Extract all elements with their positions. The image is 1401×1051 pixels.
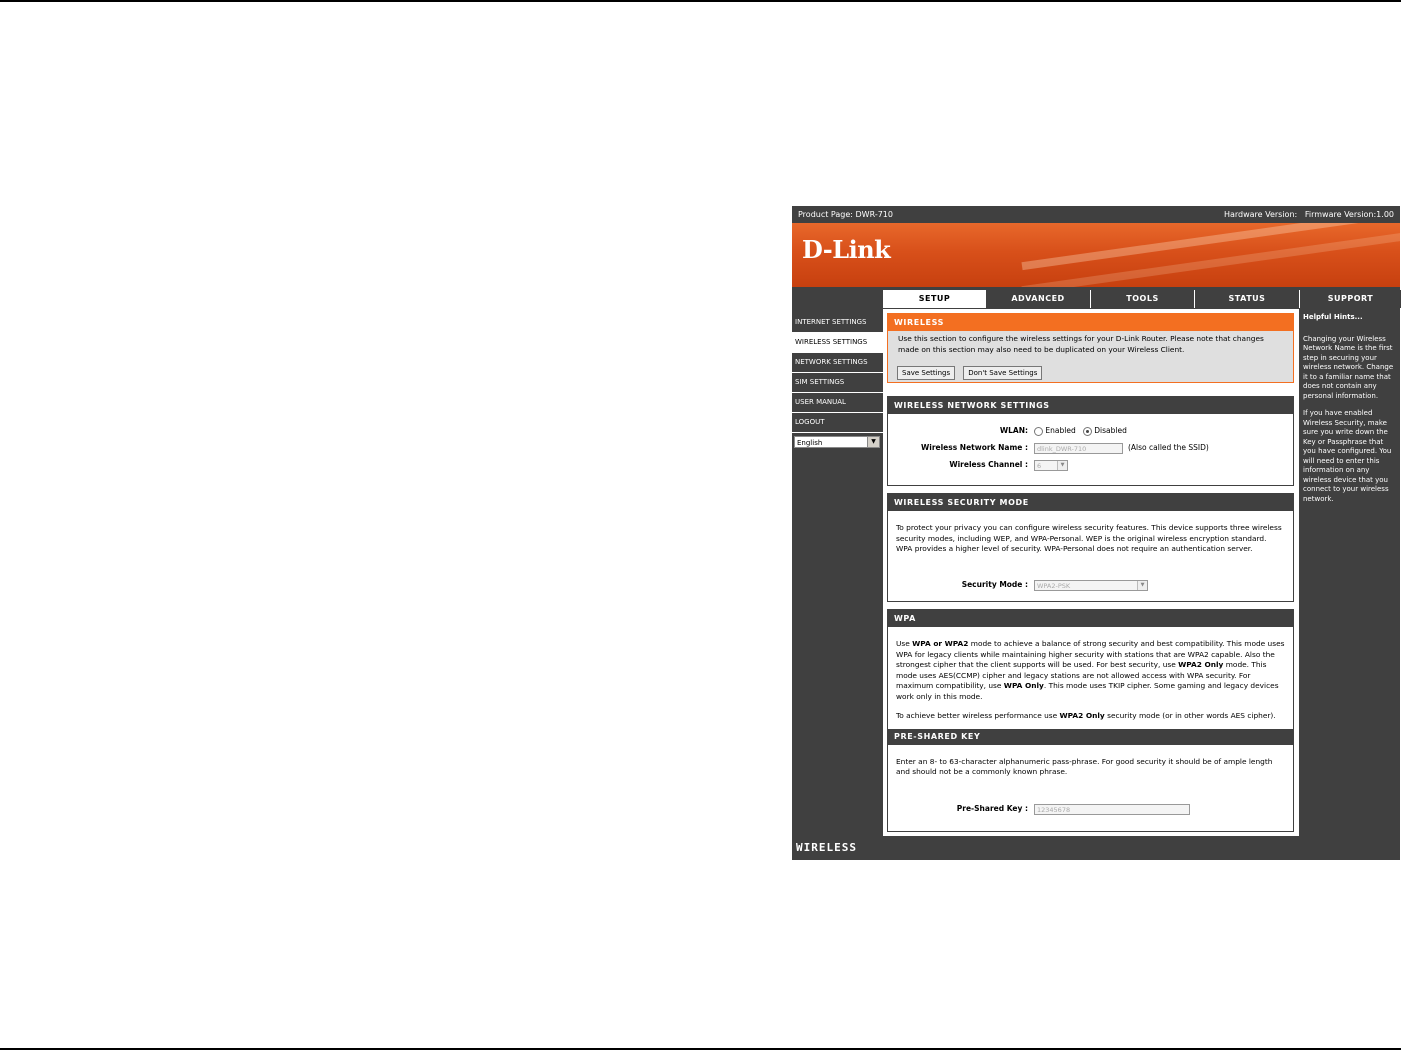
security-description: To protect your privacy you can configure wireless security features. This device supports three wireless security modes, including WEP, and WPA-Personal. WEP is the original wireless encryption standard. WPA provides a higher level of security. WPA-Personal does not require an authentication server. <box>896 523 1282 553</box>
hardware-version: Hardware Version: <box>1223 210 1298 219</box>
footer-wireless-label: WIRELESS <box>792 836 1400 860</box>
wireless-channel-label: Wireless Channel : <box>949 460 1028 469</box>
network-name-label: Wireless Network Name : <box>920 443 1028 452</box>
hints-paragraph-2: If you have enabled Wireless Security, make sure you write down the Key or Passphrase that you have configured. You will need to enter this information on any wireless device that you connect to your wireless network. <box>1303 409 1392 503</box>
tab-advanced[interactable]: ADVANCED <box>985 290 1090 308</box>
tab-support[interactable]: SUPPORT <box>1299 290 1401 308</box>
security-mode-select[interactable] <box>1034 580 1148 591</box>
psk-input[interactable]: 12345678 <box>1034 804 1190 815</box>
tab-setup[interactable]: SETUP <box>883 290 985 308</box>
ssid-note: (Also called the SSID) <box>1128 443 1209 452</box>
helpful-hints-panel <box>1299 309 1400 836</box>
wireless-title: WIRELESS <box>888 314 1293 331</box>
main-tabs <box>792 289 1400 309</box>
psk-description: Enter an 8- to 63-character alphanumeric pass-phrase. For good security it should be of ample length and should not be a commonly known phrase. <box>896 756 1273 776</box>
hints-title: Helpful Hints... <box>1303 313 1363 321</box>
sidebar-item-sim-settings[interactable]: SIM SETTINGS <box>792 373 883 393</box>
language-value: English <box>797 439 823 447</box>
chevron-down-icon[interactable]: ▼ <box>867 437 879 447</box>
version-info <box>1224 206 1394 223</box>
firmware-version: Firmware Version:1.00 <box>1304 210 1394 219</box>
security-mode-title: WIRELESS SECURITY MODE <box>888 494 1293 511</box>
sidebar-item-network-settings[interactable]: NETWORK SETTINGS <box>792 353 883 373</box>
wireless-channel-value: 6 <box>1037 462 1042 470</box>
sidebar-item-wireless-settings[interactable]: WIRELESS SETTINGS <box>792 333 883 353</box>
wpa-box <box>887 609 1294 832</box>
dlink-logo: D-Link <box>802 235 891 264</box>
security-mode-value: WPA2-PSK <box>1037 582 1071 590</box>
chevron-down-icon: ▼ <box>1137 581 1147 590</box>
network-name-input[interactable]: dlink_DWR-710 <box>1034 443 1123 454</box>
sidebar <box>792 309 883 836</box>
wireless-description: Use this section to configure the wireless settings for your D-Link Router. Please note that changes made on this section may also need to be duplicated on your Wireless Client. <box>898 334 1264 354</box>
wlan-disabled-radio[interactable] <box>1083 427 1092 436</box>
save-settings-button[interactable]: Save Settings <box>897 366 955 380</box>
psk-label: Pre-Shared Key : <box>956 804 1028 813</box>
network-settings-title: WIRELESS NETWORK SETTINGS <box>888 397 1293 414</box>
language-select[interactable] <box>794 436 880 448</box>
wpa-description: Use WPA or WPA2 mode to achieve a balance of strong security and best compatibility. This mode uses WPA for legacy clients while maintaining higher security with stations that are WPA2 capable. Also the strongest cipher that the client supports will be used. For best security, use WPA2 Only mode. This mode uses AES(CCMP) cipher and legacy stations are not allowed access with WPA security. For maximum compatibility, use WPA Only. This mode uses TKIP cipher. Some gaming and legacy devices work only in this mode. <box>896 639 1285 701</box>
dont-save-settings-button[interactable]: Don't Save Settings <box>963 366 1042 380</box>
wlan-enabled-radio[interactable] <box>1034 427 1043 436</box>
sidebar-item-logout[interactable]: LOGOUT <box>792 413 883 433</box>
router-web-ui <box>792 206 1400 860</box>
tab-status[interactable]: STATUS <box>1194 290 1299 308</box>
wlan-enabled-label: Enabled <box>1045 426 1076 435</box>
tab-tools[interactable]: TOOLS <box>1090 290 1194 308</box>
sidebar-item-user-manual[interactable]: USER MANUAL <box>792 393 883 413</box>
brand-banner <box>792 223 1400 287</box>
wlan-label: WLAN: <box>999 426 1028 435</box>
product-page-label: Product Page: DWR-710 <box>798 210 893 219</box>
hints-paragraph-1: Changing your Wireless Network Name is the first step in securing your wireless network. Change it to a familiar name that does not contain any personal information. <box>1303 334 1394 400</box>
wireless-channel-select[interactable] <box>1034 460 1068 471</box>
sidebar-item-internet-settings[interactable]: INTERNET SETTINGS <box>792 313 883 333</box>
wireless-intro-box <box>887 313 1294 383</box>
page-top-rule <box>0 0 1401 2</box>
top-info-bar <box>792 206 1400 223</box>
security-mode-label: Security Mode : <box>961 580 1028 589</box>
wpa-title: WPA <box>888 610 1293 627</box>
wpa-performance-note: To achieve better wireless performance use WPA2 Only security mode (or in other words AES cipher). <box>896 711 1276 720</box>
main-content <box>883 309 1299 836</box>
security-mode-box <box>887 493 1294 602</box>
wlan-disabled-label: Disabled <box>1094 426 1127 435</box>
page-bottom-rule <box>0 1048 1401 1050</box>
psk-title: PRE-SHARED KEY <box>888 729 1293 745</box>
network-settings-box <box>887 396 1294 486</box>
chevron-down-icon: ▼ <box>1057 461 1067 470</box>
